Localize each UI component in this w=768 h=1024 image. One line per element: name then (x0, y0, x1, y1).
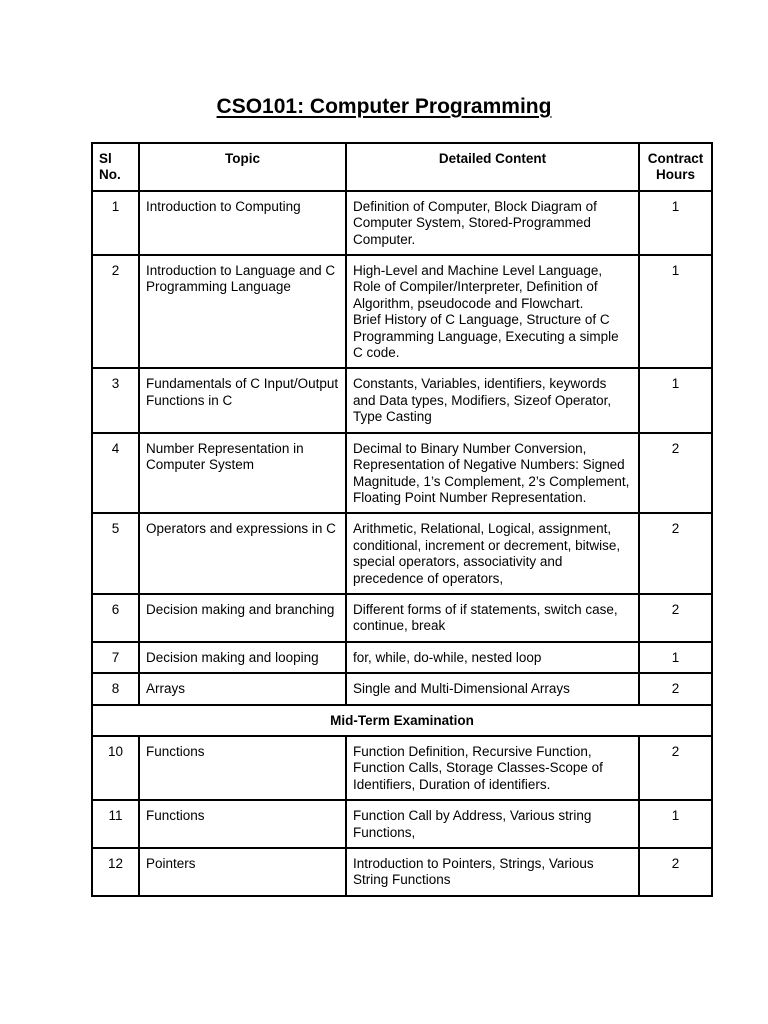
sl-no-cell: 5 (92, 513, 139, 594)
detailed-content-cell (346, 513, 639, 594)
sl-no-cell: 3 (92, 368, 139, 432)
detailed-content-cell (346, 368, 639, 432)
table-row (92, 736, 712, 800)
table-body-first-half (92, 191, 712, 705)
sl-no-cell: 12 (92, 848, 139, 896)
topic-cell: Functions (139, 800, 346, 848)
table-body-second-half (92, 736, 712, 896)
sl-no-cell: 8 (92, 673, 139, 704)
contract-hours-cell: 2 (639, 513, 712, 594)
topic-cell: Decision making and looping (139, 642, 346, 673)
sl-no-cell: 11 (92, 800, 139, 848)
sl-no-cell: 4 (92, 433, 139, 514)
topic-cell: Arrays (139, 673, 346, 704)
header-sl-no: Sl No. (92, 143, 139, 191)
contract-hours-cell: 2 (639, 594, 712, 642)
header-topic: Topic (139, 143, 346, 191)
detailed-content-cell (346, 191, 639, 255)
contract-hours-cell: 2 (639, 736, 712, 800)
contract-hours-cell: 1 (639, 368, 712, 432)
topic-cell: Number Representation in Computer System (139, 433, 346, 514)
sl-no-cell: 7 (92, 642, 139, 673)
topic-cell: Fundamentals of C Input/Output Functions in C (139, 368, 346, 432)
detailed-content-cell (346, 848, 639, 896)
midterm-section (92, 705, 712, 736)
table-row (92, 255, 712, 368)
topic-cell: Decision making and branching (139, 594, 346, 642)
contract-hours-cell: 1 (639, 191, 712, 255)
contract-hours-cell: 2 (639, 673, 712, 704)
detailed-content-cell (346, 594, 639, 642)
topic-cell: Introduction to Computing (139, 191, 346, 255)
table-row (92, 800, 712, 848)
detailed-content-text: for, while, do-while, nested loop (353, 649, 542, 665)
detailed-content-text: Definition of Computer, Block Diagram of Computer System, Stored-Programmed Computer. (353, 198, 597, 247)
detailed-content-cell (346, 736, 639, 800)
table-row (92, 673, 712, 704)
detailed-content-text: Single and Multi-Dimensional Arrays (353, 681, 570, 697)
detailed-content-text: Decimal to Binary Number Conversion, Representation of Negative Numbers: Signed Magnitude, 1’s Complement, 2’s Complement, Floating Point Number Representation. (353, 440, 630, 505)
detailed-content-text: Arithmetic, Relational, Logical, assignment, conditional, increment or decrement, bitwise, special operators, associativity and precedence of operators, (353, 521, 621, 586)
contract-hours-cell: 1 (639, 642, 712, 673)
table-row (92, 594, 712, 642)
document-title: CSO101: Computer Programming (216, 95, 552, 118)
syllabus-table (91, 142, 713, 897)
contract-hours-cell: 1 (639, 800, 712, 848)
detailed-content-cell (346, 800, 639, 848)
topic-cell: Functions (139, 736, 346, 800)
header-row (92, 143, 712, 191)
detailed-content-text: Different forms of if statements, switch case, continue, break (353, 601, 618, 634)
topic-cell: Introduction to Language and C Programming Language (139, 255, 346, 368)
table-row (92, 433, 712, 514)
topic-cell: Pointers (139, 848, 346, 896)
table-row (92, 848, 712, 896)
table-row (92, 513, 712, 594)
table-row (92, 642, 712, 673)
midterm-label: Mid-Term Examination (92, 705, 712, 736)
sl-no-cell: 10 (92, 736, 139, 800)
detailed-content-text: Function Definition, Recursive Function, Function Calls, Storage Classes-Scope of Identifiers, Duration of identifiers. (353, 743, 603, 792)
sl-no-cell: 1 (92, 191, 139, 255)
sl-no-cell: 2 (92, 255, 139, 368)
detailed-content-cell (346, 642, 639, 673)
contract-hours-cell: 1 (639, 255, 712, 368)
header-contract-hours: Contract Hours (639, 143, 712, 191)
detailed-content-text: Brief History of C Language, Structure of C Programming Language, Executing a simple C code. (353, 312, 619, 361)
sl-no-cell: 6 (92, 594, 139, 642)
topic-cell: Operators and expressions in C (139, 513, 346, 594)
detailed-content-cell (346, 673, 639, 704)
header-detailed-content: Detailed Content (346, 143, 639, 191)
detailed-content-text: High-Level and Machine Level Language, Role of Compiler/Interpreter, Definition of Algorithm, pseudocode and Flowchart. (353, 263, 603, 311)
detailed-content-cell (346, 255, 639, 368)
table-row (92, 191, 712, 255)
detailed-content-cell (346, 433, 639, 514)
table-row (92, 368, 712, 432)
detailed-content-text: Introduction to Pointers, Strings, Various String Functions (353, 856, 594, 888)
midterm-row (92, 705, 712, 736)
contract-hours-cell: 2 (639, 433, 712, 514)
detailed-content-text: Constants, Variables, identifiers, keywords and Data types, Modifiers, Sizeof Operator, Type Casting (353, 376, 612, 425)
contract-hours-cell: 2 (639, 848, 712, 896)
detailed-content-text: Function Call by Address, Various string Functions, (353, 808, 592, 840)
